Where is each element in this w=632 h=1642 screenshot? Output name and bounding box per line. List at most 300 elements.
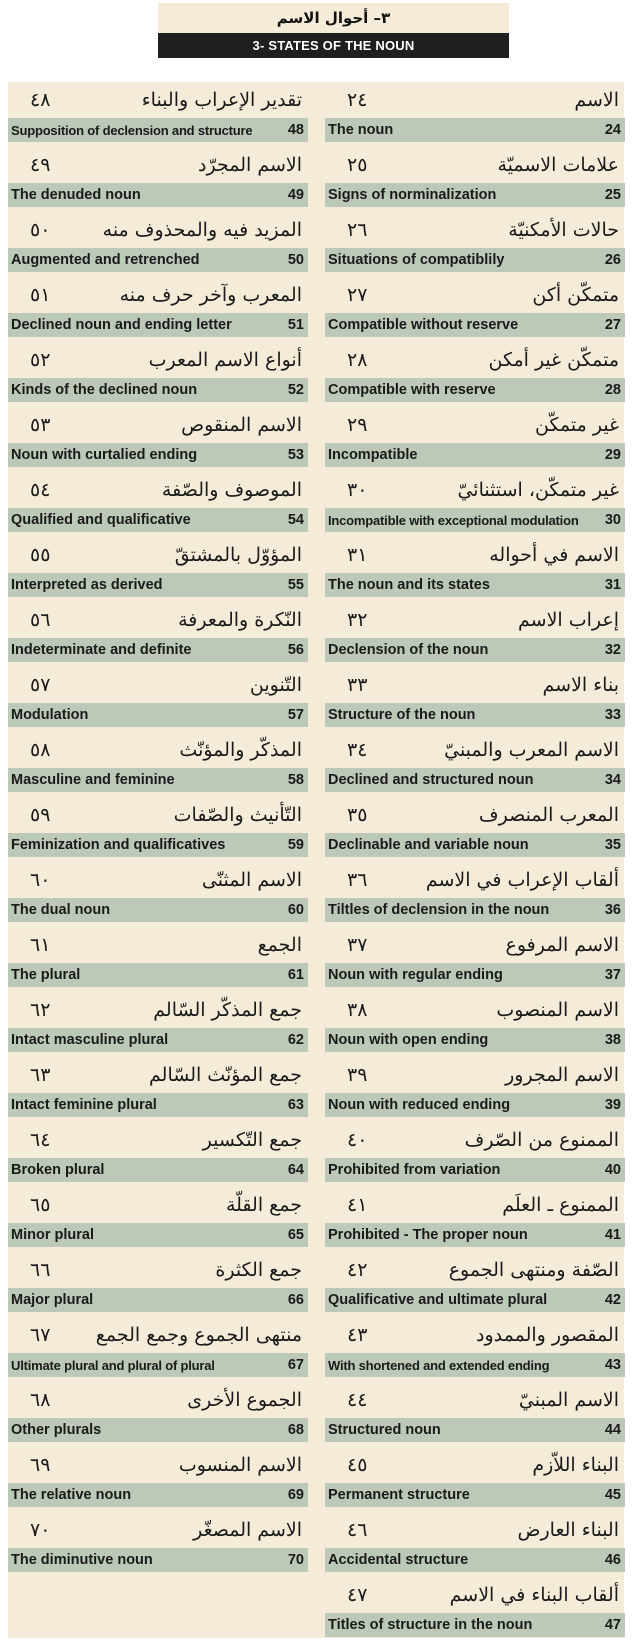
- index-entry: [8, 667, 308, 732]
- english-title: Qualified and qualificative: [11, 512, 191, 528]
- arabic-line: [325, 212, 625, 248]
- index-entry: [8, 992, 308, 1057]
- arabic-line: [325, 992, 625, 1028]
- english-line: [8, 768, 308, 792]
- english-page-number: 26: [604, 252, 621, 268]
- arabic-line: [8, 537, 308, 573]
- english-title: Minor plural: [11, 1227, 94, 1243]
- english-page-number: 63: [287, 1097, 304, 1113]
- arabic-line: [8, 1512, 308, 1548]
- english-title: Structured noun: [328, 1422, 441, 1438]
- english-page-number: 24: [604, 122, 621, 138]
- arabic-title: البناء اللاّزم: [532, 1454, 619, 1476]
- english-title: Noun with reduced ending: [328, 1097, 511, 1113]
- english-title: Declension of the noun: [328, 642, 489, 658]
- arabic-title: التّأنيث والصّفات: [173, 804, 302, 826]
- index-entry: [325, 277, 625, 342]
- english-page-number: 37: [604, 967, 621, 983]
- arabic-page-number: ٥٣: [30, 414, 51, 436]
- arabic-page-number: ٥٥: [30, 544, 51, 566]
- english-line: [325, 1548, 625, 1572]
- english-title: Signs of norminalization: [328, 187, 497, 203]
- section-header: [158, 3, 509, 59]
- english-title: Tiltles of declension in the noun: [328, 902, 550, 918]
- english-page-number: 54: [287, 512, 304, 528]
- index-entry: [8, 927, 308, 992]
- arabic-title: الاسم المصغّر: [193, 1519, 302, 1541]
- english-page-number: 29: [604, 447, 621, 463]
- english-page-number: 28: [604, 382, 621, 398]
- arabic-line: [8, 992, 308, 1028]
- english-line: [8, 1483, 308, 1507]
- arabic-title: المقصور والممدود: [476, 1324, 619, 1346]
- index-entry: [325, 212, 625, 277]
- english-line: [325, 1028, 625, 1052]
- english-title: The plural: [11, 967, 81, 983]
- english-page-number: 32: [604, 642, 621, 658]
- english-title: The denuded noun: [11, 187, 141, 203]
- english-line: [325, 1223, 625, 1247]
- index-entry: [8, 1187, 308, 1252]
- index-entry: [325, 602, 625, 667]
- english-line: [325, 833, 625, 857]
- arabic-page-number: ٦٧: [30, 1324, 51, 1346]
- english-line: [8, 833, 308, 857]
- arabic-line: [325, 1577, 625, 1613]
- arabic-line: [8, 732, 308, 768]
- arabic-page-number: ٢٩: [347, 414, 368, 436]
- index-entry: [8, 602, 308, 667]
- arabic-line: [325, 602, 625, 638]
- english-line: [8, 1288, 308, 1312]
- index-entry: [325, 862, 625, 927]
- index-entry: [8, 797, 308, 862]
- arabic-line: [325, 1317, 625, 1353]
- english-page-number: 34: [604, 772, 621, 788]
- arabic-title: الاسم المجرور: [505, 1064, 619, 1086]
- arabic-line: [325, 1447, 625, 1483]
- english-line: [325, 248, 625, 272]
- english-title: Modulation: [11, 707, 89, 723]
- english-page-number: 45: [604, 1487, 621, 1503]
- english-title: Prohibited from variation: [328, 1162, 501, 1178]
- english-page-number: 47: [604, 1617, 621, 1633]
- arabic-title: الجموع الأخرى: [187, 1389, 302, 1411]
- english-page-number: 39: [604, 1097, 621, 1113]
- index-entry: [325, 992, 625, 1057]
- arabic-line: [325, 667, 625, 703]
- arabic-title: الممنوع ـ العلَم: [502, 1194, 619, 1216]
- arabic-line: [325, 1252, 625, 1288]
- arabic-line: [325, 147, 625, 183]
- english-page-number: 57: [287, 707, 304, 723]
- arabic-title: الاسم المبنيّ: [518, 1389, 619, 1411]
- english-page-number: 53: [287, 447, 304, 463]
- arabic-page-number: ٦٥: [30, 1194, 51, 1216]
- english-line: [325, 313, 625, 337]
- english-page-number: 41: [604, 1227, 621, 1243]
- english-page-number: 64: [287, 1162, 304, 1178]
- arabic-line: [325, 862, 625, 898]
- arabic-title: تقدير الإعراب والبناء: [141, 89, 302, 111]
- english-title: Incompatible: [328, 447, 418, 463]
- english-title: Feminization and qualificatives: [11, 837, 226, 853]
- english-title: Situations of compatiblily: [328, 252, 505, 268]
- english-line: [8, 703, 308, 727]
- english-title: Masculine and feminine: [11, 772, 175, 788]
- english-page-number: 42: [604, 1292, 621, 1308]
- arabic-title: الاسم في أحواله: [489, 544, 619, 566]
- index-entry: [8, 1122, 308, 1187]
- index-entry: [8, 407, 308, 472]
- index-entry: [8, 537, 308, 602]
- arabic-page-number: ٦٦: [30, 1259, 51, 1281]
- english-title: Noun with open ending: [328, 1032, 489, 1048]
- english-line: [8, 898, 308, 922]
- english-line: [325, 1093, 625, 1117]
- english-line: [325, 1418, 625, 1442]
- english-page-number: 30: [604, 512, 621, 528]
- english-page-number: 70: [287, 1552, 304, 1568]
- arabic-line: [8, 797, 308, 833]
- english-line: [325, 1158, 625, 1182]
- english-page-number: 50: [287, 252, 304, 268]
- english-title: Declined noun and ending letter: [11, 317, 232, 333]
- english-title: Supposition of declension and structure: [11, 122, 253, 138]
- arabic-line: [325, 407, 625, 443]
- arabic-line: [8, 277, 308, 313]
- english-title: The relative noun: [11, 1487, 132, 1503]
- arabic-page-number: ٦٣: [30, 1064, 51, 1086]
- arabic-title: الاسم المعرب والمبنيّ: [444, 739, 619, 761]
- arabic-line: [325, 927, 625, 963]
- english-title: Structure of the noun: [328, 707, 476, 723]
- arabic-page-number: ٢٧: [347, 284, 368, 306]
- arabic-title: جمع التّكسير: [202, 1129, 302, 1151]
- english-page-number: 67: [287, 1357, 304, 1373]
- index-entry: [8, 862, 308, 927]
- arabic-page-number: ٥٦: [30, 609, 51, 631]
- arabic-page-number: ٥٤: [30, 479, 51, 501]
- arabic-title: ألقاب الإعراب في الاسم: [425, 869, 619, 891]
- arabic-title: المذكّر والمؤنّث: [179, 739, 302, 761]
- english-line: [325, 638, 625, 662]
- index-entry: [325, 1187, 625, 1252]
- arabic-line: [325, 342, 625, 378]
- index-entry: [325, 472, 625, 537]
- english-title: Ultimate plural and plural of plural: [11, 1357, 215, 1373]
- index-entry: [325, 732, 625, 797]
- arabic-page-number: ٣٤: [347, 739, 368, 761]
- index-entry: [8, 147, 308, 212]
- arabic-line: [325, 277, 625, 313]
- arabic-title: الاسم المنصوب: [496, 999, 619, 1021]
- arabic-page-number: ٤٧: [347, 1584, 368, 1606]
- index-entry: [325, 667, 625, 732]
- arabic-page-number: ٥٨: [30, 739, 51, 761]
- index-entry: [8, 732, 308, 797]
- arabic-page-number: ٤٢: [347, 1259, 368, 1281]
- arabic-line: [8, 342, 308, 378]
- arabic-title: الجمع: [257, 934, 302, 956]
- arabic-line: [8, 1317, 308, 1353]
- english-page-number: 46: [604, 1552, 621, 1568]
- english-title: Major plural: [11, 1292, 94, 1308]
- arabic-title: جمع المذكّر السّالم: [153, 999, 302, 1021]
- index-entry: [8, 1317, 308, 1382]
- arabic-page-number: ٦٨: [30, 1389, 51, 1411]
- english-page-number: 66: [287, 1292, 304, 1308]
- arabic-title: متمكّن غير أمكن: [488, 349, 619, 371]
- arabic-line: [325, 1382, 625, 1418]
- english-title: The diminutive noun: [11, 1552, 153, 1568]
- arabic-page-number: ٣٨: [347, 999, 368, 1021]
- english-title: Indeterminate and definite: [11, 642, 192, 658]
- english-title: The noun: [328, 122, 394, 138]
- english-title: Compatible with reserve: [328, 382, 496, 398]
- english-page-number: 68: [287, 1422, 304, 1438]
- english-title: Other plurals: [11, 1422, 102, 1438]
- arabic-title: متمكّن أكن: [532, 284, 619, 306]
- section-title-english: 3- STATES OF THE NOUN: [158, 33, 509, 58]
- english-title: Noun with curtalied ending: [11, 447, 198, 463]
- arabic-title: منتهى الجموع وجمع الجمع: [95, 1324, 302, 1346]
- index-panel: [8, 82, 624, 1638]
- arabic-page-number: ٦٠: [30, 869, 51, 891]
- english-line: [8, 313, 308, 337]
- english-line: [8, 1158, 308, 1182]
- index-entry: [8, 472, 308, 537]
- arabic-page-number: ٥٧: [30, 674, 51, 696]
- arabic-line: [8, 1252, 308, 1288]
- arabic-line: [8, 1447, 308, 1483]
- english-line: [8, 1353, 308, 1377]
- arabic-title: الممنوع من الصّرف: [464, 1129, 619, 1151]
- english-page-number: 65: [287, 1227, 304, 1243]
- english-line: [325, 898, 625, 922]
- arabic-title: النّكرة والمعرفة: [178, 609, 302, 631]
- english-title: Intact masculine plural: [11, 1032, 169, 1048]
- arabic-page-number: ٧٠: [30, 1519, 51, 1541]
- english-title: Interpreted as derived: [11, 577, 163, 593]
- english-line: [8, 573, 308, 597]
- arabic-line: [8, 927, 308, 963]
- arabic-line: [325, 1187, 625, 1223]
- english-page-number: 52: [287, 382, 304, 398]
- english-line: [8, 118, 308, 142]
- english-line: [8, 1418, 308, 1442]
- english-line: [325, 1613, 625, 1637]
- index-entry: [8, 82, 308, 147]
- arabic-line: [325, 82, 625, 118]
- arabic-title: علامات الاسميّة: [497, 154, 619, 176]
- arabic-line: [325, 472, 625, 508]
- arabic-title: بناء الاسم: [542, 674, 619, 696]
- arabic-title: المزيد فيه والمحذوف منه: [102, 219, 302, 241]
- arabic-title: غير متمكّن، استثنائيّ: [457, 479, 619, 501]
- english-page-number: 58: [287, 772, 304, 788]
- index-entry: [325, 1447, 625, 1512]
- english-line: [325, 118, 625, 142]
- english-page-number: 55: [287, 577, 304, 593]
- arabic-title: غير متمكّن: [534, 414, 619, 436]
- english-page-number: 27: [604, 317, 621, 333]
- english-line: [8, 638, 308, 662]
- english-title: Noun with regular ending: [328, 967, 503, 983]
- english-line: [325, 703, 625, 727]
- arabic-page-number: ٣٣: [347, 674, 368, 696]
- arabic-page-number: ٤٦: [347, 1519, 368, 1541]
- right-column: [325, 82, 625, 1642]
- arabic-page-number: ٤٠: [347, 1129, 368, 1151]
- index-entry: [325, 82, 625, 147]
- english-line: [8, 1028, 308, 1052]
- arabic-title: المعرب وآخر حرف منه: [119, 284, 302, 306]
- english-page-number: 36: [604, 902, 621, 918]
- arabic-page-number: ٣٩: [347, 1064, 368, 1086]
- arabic-page-number: ٣٠: [347, 479, 368, 501]
- arabic-title: المؤوّل بالمشتقّ: [174, 544, 302, 566]
- arabic-page-number: ٦٢: [30, 999, 51, 1021]
- arabic-title: الاسم المرفوع: [505, 934, 619, 956]
- english-title: Qualificative and ultimate plural: [328, 1292, 548, 1308]
- index-entry: [325, 1122, 625, 1187]
- english-page-number: 56: [287, 642, 304, 658]
- arabic-line: [325, 537, 625, 573]
- arabic-title: حالات الأمكنيّة: [508, 219, 619, 241]
- arabic-title: الصّفة ومنتهى الجموع: [448, 1259, 619, 1281]
- english-title: Permanent structure: [328, 1487, 470, 1503]
- index-entry: [8, 212, 308, 277]
- arabic-title: الاسم المثنّى: [201, 869, 302, 891]
- arabic-title: المعرب المنصرف: [478, 804, 619, 826]
- arabic-line: [8, 407, 308, 443]
- english-title: Compatible without reserve: [328, 317, 519, 333]
- english-line: [8, 183, 308, 207]
- arabic-line: [325, 1512, 625, 1548]
- arabic-title: الموصوف والصّفة: [161, 479, 302, 501]
- arabic-title: إعراب الاسم: [518, 609, 619, 631]
- arabic-line: [8, 1122, 308, 1158]
- arabic-page-number: ٦٩: [30, 1454, 51, 1476]
- english-page-number: 43: [604, 1357, 621, 1373]
- english-title: Declined and structured noun: [328, 772, 534, 788]
- english-title: Broken plural: [11, 1162, 105, 1178]
- arabic-page-number: ٤٨: [30, 89, 51, 111]
- english-page-number: 69: [287, 1487, 304, 1503]
- arabic-title: الاسم المنسوب: [178, 1454, 302, 1476]
- index-entry: [325, 1512, 625, 1577]
- arabic-title: أنواع الاسم المعرب: [148, 349, 302, 371]
- index-entry: [8, 277, 308, 342]
- arabic-line: [325, 797, 625, 833]
- english-line: [325, 183, 625, 207]
- english-page-number: 25: [604, 187, 621, 203]
- arabic-page-number: ٥١: [30, 284, 51, 306]
- arabic-line: [325, 732, 625, 768]
- english-line: [325, 768, 625, 792]
- english-line: [325, 1483, 625, 1507]
- index-entry: [8, 1057, 308, 1122]
- arabic-title: جمع الكثرة: [215, 1259, 302, 1281]
- english-line: [8, 1548, 308, 1572]
- english-page-number: 60: [287, 902, 304, 918]
- arabic-line: [8, 862, 308, 898]
- english-title: Titles of structure in the noun: [328, 1617, 533, 1633]
- arabic-line: [8, 212, 308, 248]
- arabic-page-number: ٤٣: [347, 1324, 368, 1346]
- english-line: [325, 573, 625, 597]
- index-entry: [8, 1512, 308, 1577]
- english-title: The dual noun: [11, 902, 111, 918]
- index-entry: [325, 927, 625, 992]
- arabic-line: [325, 1122, 625, 1158]
- index-entry: [325, 797, 625, 862]
- arabic-page-number: ٢٥: [347, 154, 368, 176]
- arabic-line: [325, 1057, 625, 1093]
- arabic-page-number: ٣٧: [347, 934, 368, 956]
- english-page-number: 35: [604, 837, 621, 853]
- english-line: [325, 443, 625, 467]
- english-title: Incompatible with exceptional modulation: [328, 512, 579, 528]
- arabic-page-number: ٢٨: [347, 349, 368, 371]
- english-page-number: 62: [287, 1032, 304, 1048]
- english-line: [325, 963, 625, 987]
- arabic-line: [8, 82, 308, 118]
- index-entry: [325, 537, 625, 602]
- index-entry: [325, 407, 625, 472]
- english-page-number: 31: [604, 577, 621, 593]
- arabic-page-number: ٢٤: [347, 89, 368, 111]
- arabic-title: التّنوين: [249, 674, 302, 696]
- english-line: [8, 378, 308, 402]
- arabic-line: [8, 1382, 308, 1418]
- arabic-line: [8, 1187, 308, 1223]
- english-line: [325, 508, 625, 532]
- english-line: [8, 963, 308, 987]
- left-column: [8, 82, 308, 1577]
- arabic-title: جمع القلّة: [225, 1194, 302, 1216]
- arabic-title: ألقاب البناء في الاسم: [449, 1584, 619, 1606]
- english-page-number: 49: [287, 187, 304, 203]
- english-title: Intact feminine plural: [11, 1097, 157, 1113]
- arabic-line: [8, 472, 308, 508]
- arabic-line: [8, 602, 308, 638]
- arabic-title: الاسم: [574, 89, 619, 111]
- arabic-title: الاسم المنقوص: [181, 414, 302, 436]
- english-line: [8, 1093, 308, 1117]
- arabic-page-number: ٥٢: [30, 349, 51, 371]
- arabic-title: الاسم المجرّد: [198, 154, 302, 176]
- index-entry: [325, 1382, 625, 1447]
- arabic-page-number: ٤٩: [30, 154, 51, 176]
- arabic-title: البناء العارض: [517, 1519, 619, 1541]
- index-entry: [325, 342, 625, 407]
- index-entry: [8, 1252, 308, 1317]
- english-page-number: 44: [604, 1422, 621, 1438]
- arabic-page-number: ٢٦: [347, 219, 368, 241]
- arabic-page-number: ٤٤: [347, 1389, 368, 1411]
- english-title: Prohibited - The proper noun: [328, 1227, 528, 1243]
- english-page-number: 61: [287, 967, 304, 983]
- index-entry: [325, 1317, 625, 1382]
- english-line: [8, 508, 308, 532]
- english-line: [8, 443, 308, 467]
- arabic-page-number: ٣١: [347, 544, 368, 566]
- arabic-line: [8, 667, 308, 703]
- index-entry: [8, 1382, 308, 1447]
- english-title: Accidental structure: [328, 1552, 469, 1568]
